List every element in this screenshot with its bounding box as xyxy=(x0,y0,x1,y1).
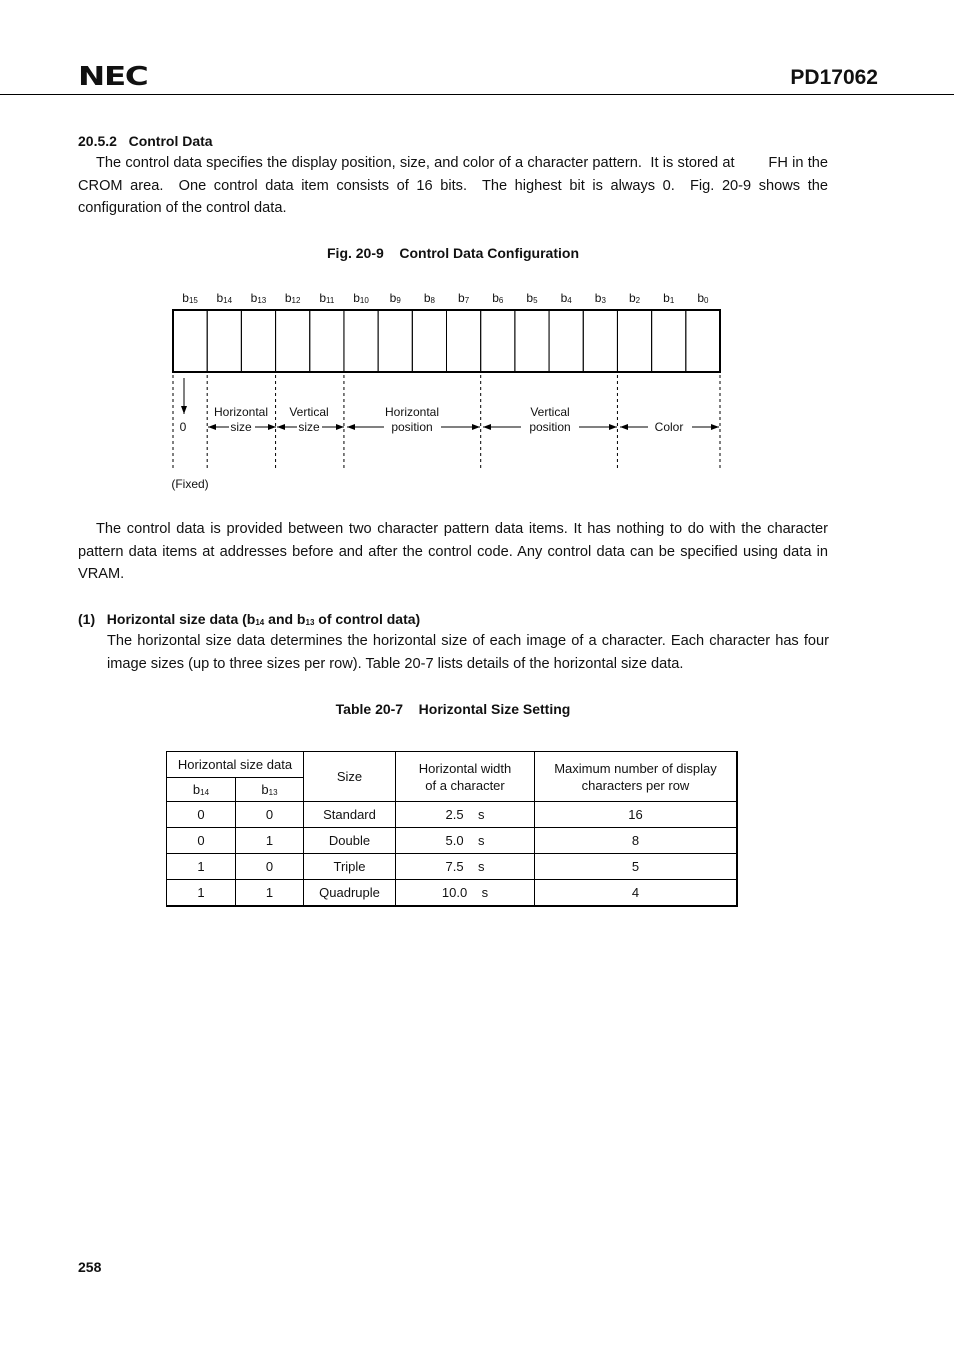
bit-label-b10: b10 xyxy=(353,291,369,305)
cell-width: 2.5 s xyxy=(396,802,535,828)
cell-b13: 0 xyxy=(236,802,304,828)
bit-cell-b2 xyxy=(617,310,651,372)
table-row xyxy=(167,854,738,880)
bit-cell-b0 xyxy=(686,310,720,372)
bit-label-b4: b4 xyxy=(560,291,572,305)
fixed-label: (Fixed) xyxy=(171,477,209,491)
bit-label-b6: b6 xyxy=(492,291,504,305)
cell-width: 7.5 s xyxy=(396,854,535,880)
header-width: Horizontal width of a character xyxy=(396,752,535,802)
cell-size: Triple xyxy=(304,854,396,880)
bit-cell-b11 xyxy=(310,310,344,372)
cell-b14: 0 xyxy=(167,828,236,854)
color-label: Color xyxy=(654,420,684,434)
section-paragraph-1-text: The control data specifies the display position, size, and color of a character pattern. It is stored at FH in the CROM area. One control data item consists of 16 bits. The highest bit is always 0. Fig. 20-9 shows the configuration of the control data. xyxy=(78,155,833,216)
subsection-paragraph: The horizontal size data determines the horizontal size of each image of a character. Each character has four image sizes (up to three sizes per row). Table 20-7 lists details of the horizontal size data. xyxy=(107,633,829,672)
bit-cell-b12 xyxy=(276,310,310,372)
field-labels xyxy=(171,405,683,491)
part-number: PD17062 xyxy=(790,66,878,89)
hsize-label-1: Horizontal xyxy=(213,405,269,419)
horizontal-size-table xyxy=(166,751,738,907)
table-row xyxy=(167,880,738,906)
section-heading: 20.5.2 Control Data xyxy=(78,133,213,149)
bit-label-b9: b9 xyxy=(389,291,401,305)
section-paragraph-1 xyxy=(78,152,833,220)
cell-size: Quadruple xyxy=(304,880,396,906)
vsize-label-1: Vertical xyxy=(289,405,329,419)
table-row xyxy=(167,802,738,828)
cell-b13: 1 xyxy=(236,828,304,854)
field-arrows xyxy=(184,378,719,427)
cell-b14: 1 xyxy=(167,880,236,906)
bit-label-b5: b5 xyxy=(526,291,538,305)
bit-label-b0: b0 xyxy=(697,291,709,305)
bit-label-b15: b15 xyxy=(182,291,198,305)
hsize-label-2: size xyxy=(230,420,252,434)
nec-logo: NEC xyxy=(78,62,148,92)
hpos-label-2: position xyxy=(391,420,433,434)
bit-label-b14: b14 xyxy=(216,291,233,305)
bit-cell-b15 xyxy=(173,310,207,372)
hpos-label-1: Horizontal xyxy=(384,405,440,419)
figure-caption: Fig. 20-9 Control Data Configuration xyxy=(327,245,579,261)
cell-max: 4 xyxy=(535,880,738,906)
fixed-zero: 0 xyxy=(179,420,187,434)
cell-size: Double xyxy=(304,828,396,854)
bit-label-b11: b11 xyxy=(319,291,335,305)
header-size: Size xyxy=(304,752,396,802)
vsize-label-2: size xyxy=(298,420,320,434)
bit-label-b13: b13 xyxy=(250,291,267,305)
header-rule xyxy=(0,94,954,95)
bit-cell-b8 xyxy=(412,310,446,372)
vpos-label-2: position xyxy=(529,420,571,434)
header-hsd: Horizontal size data xyxy=(167,752,304,778)
field-guides xyxy=(173,375,720,468)
bit-label-b7: b7 xyxy=(458,291,470,305)
cell-b14: 0 xyxy=(167,802,236,828)
cell-width: 5.0 s xyxy=(396,828,535,854)
cell-b14: 1 xyxy=(167,854,236,880)
bit-cell-b10 xyxy=(344,310,378,372)
bit-cell-b1 xyxy=(652,310,686,372)
bit-label-b2: b2 xyxy=(628,291,641,305)
table-caption: Table 20-7 Horizontal Size Setting xyxy=(335,701,571,717)
header-b14: $b_{14}$ xyxy=(167,778,236,802)
cell-width: 10.0 s xyxy=(396,880,535,906)
bit-cells xyxy=(173,310,720,372)
cell-max: 8 xyxy=(535,828,738,854)
vpos-label-1: Vertical xyxy=(530,405,570,419)
bit-label-b1: b1 xyxy=(663,291,675,305)
cell-max: 16 xyxy=(535,802,738,828)
bit-cell-b9 xyxy=(378,310,412,372)
subsection-heading: (1) Horizontal size data ($b_{14}$ and $b_{13}$ of control data) xyxy=(78,611,421,627)
bit-cell-b5 xyxy=(515,310,549,372)
table-row xyxy=(167,828,738,854)
bit-label-b3: b3 xyxy=(594,291,606,305)
cell-size: Standard xyxy=(304,802,396,828)
cell-max: 5 xyxy=(535,854,738,880)
bit-cell-b3 xyxy=(583,310,617,372)
bit-labels xyxy=(182,291,709,305)
bit-cell-b14 xyxy=(207,310,241,372)
bit-cell-b4 xyxy=(549,310,583,372)
bit-cell-b13 xyxy=(241,310,275,372)
bit-cell-b7 xyxy=(447,310,481,372)
header-b13: $b_{13}$ xyxy=(236,778,304,802)
cell-b13: 1 xyxy=(236,880,304,906)
section-paragraph-2 xyxy=(78,518,828,586)
section-paragraph-2-text: The control data is provided between two character pattern data items. It has nothing to do with the character pattern data items at addresses before and after the control code. Any control data can be specified using data in VRAM. xyxy=(78,521,828,582)
bit-cell-b6 xyxy=(481,310,515,372)
cell-b13: 0 xyxy=(236,854,304,880)
header-max: Maximum number of display characters per row xyxy=(535,752,738,802)
page-number: 258 xyxy=(78,1259,102,1275)
bit-label-b8: b8 xyxy=(423,291,435,305)
control-data-diagram xyxy=(0,280,954,500)
bit-label-b12: b12 xyxy=(284,291,301,305)
